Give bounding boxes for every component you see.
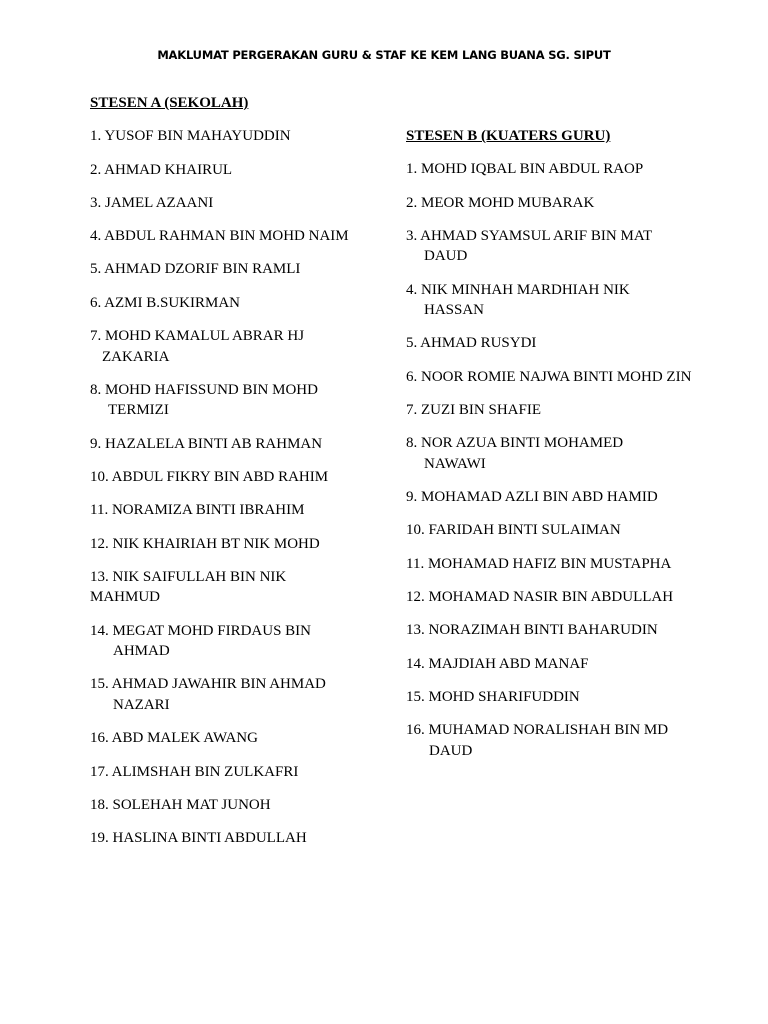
station-b-heading: STESEN B (KUATERS GURU) — [406, 128, 611, 144]
station-b-item-16: 16. MUHAMAD NORALISHAH BIN MD DAUD — [406, 722, 669, 759]
station-b-item-3: 3. AHMAD SYAMSUL ARIF BIN MAT DAUD — [406, 227, 652, 265]
station-a-item-2: 2. AHMAD KHAIRUL — [90, 161, 233, 178]
station-b-item-12: 12. MOHAMAD NASIR BIN ABDULLAH — [406, 589, 674, 606]
station-b-column — [406, 126, 706, 774]
station-a-item-18: 18. SOLEHAH MAT JUNOH — [90, 796, 271, 813]
station-b-list — [406, 159, 706, 761]
station-a-item-5: 5. AHMAD DZORIF BIN RAMLI — [90, 261, 301, 278]
station-b-item-11: 11. MOHAMAD HAFIZ BIN MUSTAPHA — [406, 555, 672, 572]
station-a-item-11: 11. NORAMIZA BINTI IBRAHIM — [90, 502, 305, 519]
station-a-item-15: 15. AHMAD JAWAHIR BIN AHMAD NAZARI — [90, 676, 326, 713]
station-b-item-14: 14. MAJDIAH ABD MANAF — [406, 655, 589, 672]
station-b-item-8: 8. NOR AZUA BINTI MOHAMED NAWAWI — [406, 435, 624, 472]
station-a-item-9: 9. HAZALELA BINTI AB RAHMAN — [90, 435, 323, 452]
station-b-item-4: 4. NIK MINHAH MARDHIAH NIK HASSAN — [406, 281, 630, 319]
station-b-item-2: 2. MEOR MOHD MUBARAK — [406, 194, 595, 211]
station-a-item-13: 13. NIK SAIFULLAH BIN NIK MAHMUD — [90, 568, 287, 606]
document-title: MAKLUMAT PERGERAKAN GURU & STAF KE KEM LANG BUANA SG. SIPUT — [157, 48, 611, 62]
station-a-heading: STESEN A (SEKOLAH) — [90, 95, 249, 111]
station-a-item-8: 8. MOHD HAFISSUND BIN MOHD TERMIZI — [90, 381, 318, 419]
station-a-list — [90, 126, 380, 848]
station-a-item-16: 16. ABD MALEK AWANG — [90, 730, 258, 747]
station-b-item-13: 13. NORAZIMAH BINTI BAHARUDIN — [406, 622, 658, 639]
station-a-item-14: 14. MEGAT MOHD FIRDAUS BIN AHMAD — [90, 622, 311, 660]
station-b-item-15: 15. MOHD SHARIFUDDIN — [406, 688, 580, 705]
station-a-item-19: 19. HASLINA BINTI ABDULLAH — [90, 830, 307, 847]
station-a-item-10: 10. ABDUL FIKRY BIN ABD RAHIM — [90, 468, 329, 485]
station-a-item-6: 6. AZMI B.SUKIRMAN — [90, 294, 241, 311]
station-b-item-1: 1. MOHD IQBAL BIN ABDUL RAOP — [406, 161, 644, 178]
station-b-item-7: 7. ZUZI BIN SHAFIE — [406, 402, 541, 419]
station-b-item-5: 5. AHMAD RUSYDI — [406, 335, 537, 352]
station-a-column — [90, 93, 380, 861]
station-a-item-1: 1. YUSOF BIN MAHAYUDDIN — [90, 128, 291, 145]
station-a-item-7: 7. MOHD KAMALUL ABRAR HJ ZAKARIA — [90, 328, 305, 365]
station-a-item-17: 17. ALIMSHAH BIN ZULKAFRI — [90, 763, 299, 780]
station-a-item-12: 12. NIK KHAIRIAH BT NIK MOHD — [90, 535, 320, 552]
station-b-item-10: 10. FARIDAH BINTI SULAIMAN — [406, 522, 621, 539]
station-a-item-3: 3. JAMEL AZAANI — [90, 194, 214, 211]
station-b-item-6: 6. NOOR ROMIE NAJWA BINTI MOHD ZIN — [406, 368, 692, 385]
station-a-item-4: 4. ABDUL RAHMAN BIN MOHD NAIM — [90, 228, 349, 245]
station-b-item-9: 9. MOHAMAD AZLI BIN ABD HAMID — [406, 489, 658, 506]
